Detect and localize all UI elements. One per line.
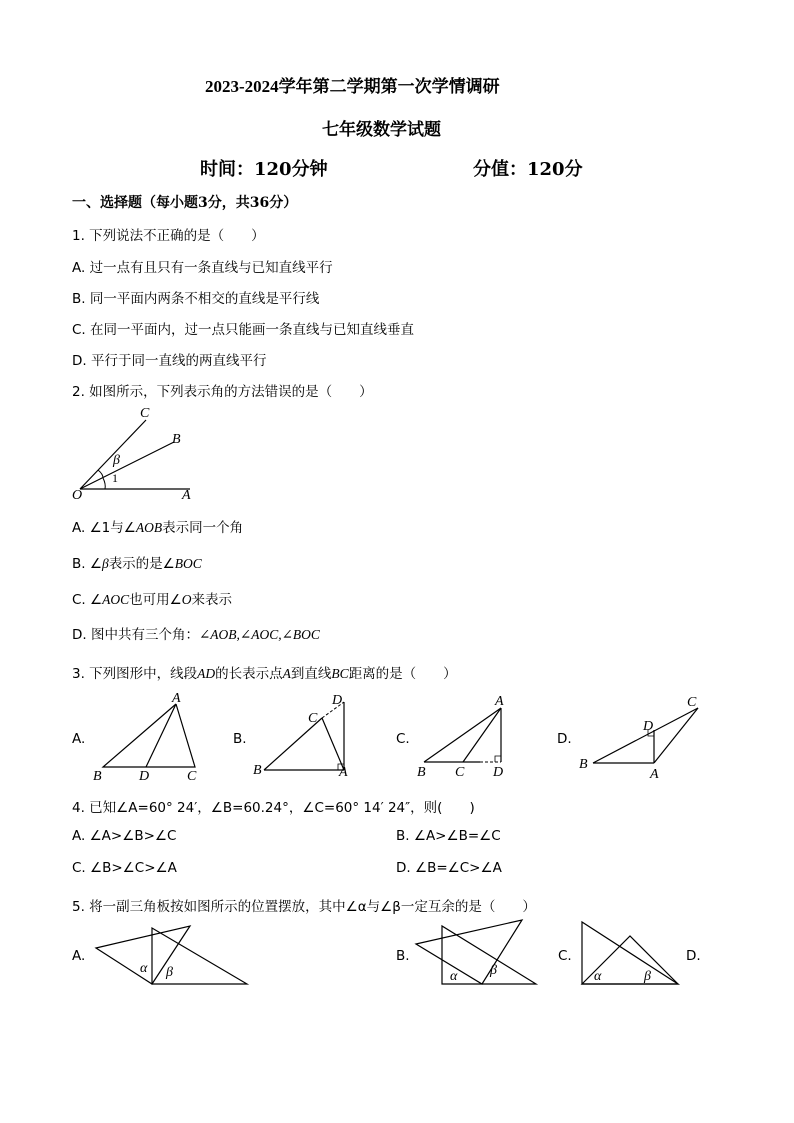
stem-part-4: 距离的是（ ） (348, 666, 457, 682)
label-a: A (650, 767, 659, 782)
question-2-figure (66, 402, 206, 502)
question-5-label-d: D. (686, 948, 701, 964)
question-3-label-d: D. (557, 731, 572, 747)
label-d: D (332, 693, 343, 708)
option-a-prefix: A. ∠1与∠ (72, 520, 136, 536)
option-c-mid: 也可用∠ (129, 592, 182, 608)
question-3-label-b: B. (233, 731, 247, 747)
label-a: A (172, 691, 181, 706)
segment-bc (593, 708, 698, 763)
label-alpha: α (450, 969, 458, 984)
ray-ob (80, 442, 174, 489)
question-5-figure-b (412, 912, 542, 990)
option-c-suffix: 来表示 (191, 592, 232, 608)
question-5-label-b: B. (396, 948, 410, 964)
label-d: D (493, 765, 504, 780)
question-3-label-a: A. (72, 731, 86, 747)
stem-part-1: 3. 下列图形中，线段 (72, 666, 198, 682)
option-b-mid: 表示的是∠ (108, 556, 175, 572)
question-4-option-d: D. ∠B=∠C>∠A (396, 860, 502, 876)
right-angle-mark (495, 756, 501, 762)
exam-title: 2023-2024学年第二学期第一次学情调研 (205, 77, 500, 96)
label-c: C (687, 695, 697, 710)
triangle-upper (416, 920, 522, 984)
option-a-math: AOB (135, 520, 163, 535)
option-d-prefix: D. 图中共有三个角： (72, 627, 199, 643)
segment-ba (424, 708, 501, 762)
question-4-option-c: C. ∠B>∠C>∠A (72, 860, 177, 876)
option-c-math-2: O (181, 592, 192, 607)
question-1-option-d: D. 平行于同一直线的两直线平行 (72, 353, 267, 369)
option-a-suffix: 表示同一个角 (162, 520, 244, 536)
label-a: A (182, 488, 191, 502)
question-3-figure-c (414, 690, 529, 785)
question-1-option-b: B. 同一平面内两条不相交的直线是平行线 (72, 291, 320, 307)
exam-score: 分值：120分 (473, 159, 583, 180)
question-4-option-b: B. ∠A>∠B=∠C (396, 828, 501, 844)
question-5-label-c: C. (558, 948, 572, 964)
question-2-option-b (72, 552, 202, 572)
question-1-option-a: A. 过一点有且只有一条直线与已知直线平行 (72, 260, 333, 276)
question-3-figure-b (250, 688, 360, 783)
label-beta: β (166, 965, 173, 980)
label-beta: β (490, 963, 497, 978)
option-d-math: ∠AOB,∠AOC,∠BOC (198, 627, 320, 642)
question-2-stem: 2. 如图所示，下列表示角的方法错误的是（ ） (72, 384, 373, 400)
label-alpha: α (594, 969, 602, 984)
label-beta: β (113, 453, 120, 468)
angle-arc-1 (103, 478, 105, 489)
option-b-math-1: β (101, 556, 109, 571)
exam-subtitle: 七年级数学试题 (322, 120, 441, 139)
question-2-option-d (72, 623, 320, 643)
label-b: B (417, 765, 426, 780)
stem-part-3: 到直线 (290, 666, 332, 682)
label-c: C (308, 711, 318, 726)
label-c: C (455, 765, 465, 780)
question-3-figure-a (88, 690, 208, 785)
label-1: 1 (112, 471, 118, 485)
label-c: C (140, 406, 150, 421)
stem-math-ad: AD (197, 666, 216, 681)
label-beta: β (644, 969, 651, 984)
segment-ca (322, 718, 344, 770)
question-2-option-a (72, 516, 243, 536)
question-1-option-c: C. 在同一平面内，过一点只能画一条直线与已知直线垂直 (72, 322, 415, 338)
question-3-label-c: C. (396, 731, 410, 747)
question-5-figure-a (90, 920, 255, 990)
question-1-stem: 1. 下列说法不正确的是（ ） (72, 228, 265, 244)
stem-part-2: 的长表示点 (215, 666, 283, 682)
question-3-figure-d (577, 690, 707, 785)
question-2-option-c (72, 588, 232, 608)
label-b: B (172, 432, 181, 447)
label-o: O (72, 488, 83, 502)
label-a: A (495, 694, 504, 709)
label-b: B (253, 763, 262, 778)
angle-arc-beta (98, 470, 103, 478)
label-a: A (339, 765, 348, 780)
label-alpha: α (140, 961, 148, 976)
option-b-prefix: B. ∠ (72, 556, 102, 572)
label-b: B (93, 769, 102, 784)
option-c-math-1: AOC (102, 592, 130, 607)
label-c: C (187, 769, 197, 784)
question-5-label-a: A. (72, 948, 86, 964)
label-b: B (579, 757, 588, 772)
question-4-stem: 4. 已知∠A=60° 24′，∠B=60.24°，∠C=60° 14′ 24″，则( ) (72, 800, 475, 816)
section-heading: 一、选择题（每小题3分，共36分） (72, 195, 298, 211)
label-d: D (643, 719, 654, 734)
option-b-math-2: BOC (174, 556, 202, 571)
exam-time: 时间：120分钟 (200, 159, 328, 180)
segment-ca (463, 708, 501, 762)
question-4-option-a: A. ∠A>∠B>∠C (72, 828, 177, 844)
triangle-abc (103, 704, 195, 767)
question-5-stem: 5. 将一副三角板按如图所示的位置摆放，其中∠α与∠β一定互余的是（ ） (72, 899, 536, 915)
question-5-figure-c (574, 912, 684, 990)
option-c-prefix: C. ∠ (72, 592, 103, 608)
question-3-stem (72, 662, 457, 682)
segment-ac (654, 708, 698, 763)
stem-math-a: A (282, 666, 291, 681)
label-d: D (139, 769, 150, 784)
stem-math-bc: BC (331, 666, 349, 681)
segment-ad (146, 704, 176, 767)
